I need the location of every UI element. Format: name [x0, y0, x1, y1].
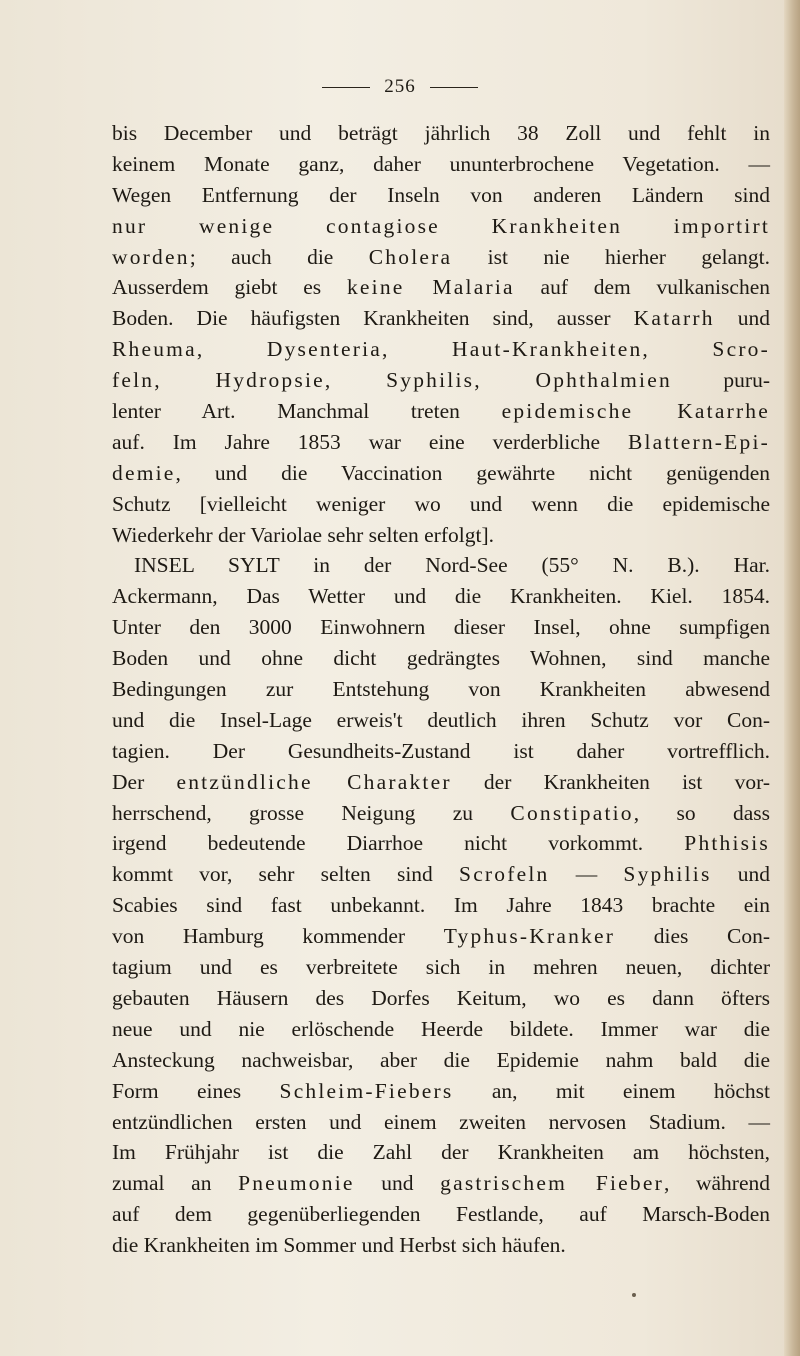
text-line [112, 520, 770, 551]
text-line [112, 427, 770, 458]
text-line [112, 1168, 770, 1199]
text-run: , so dass [633, 800, 770, 825]
spaced-term: Typhus-Kranker [443, 924, 616, 949]
page-header [0, 76, 800, 98]
text-run: Wegen Entfernung der Inseln von anderen Ländern sind [112, 182, 770, 207]
text-run: Ausserdem giebt es [112, 275, 347, 300]
spaced-term: nur wenige contagiose Krankheiten importirt [112, 213, 770, 238]
text-line [112, 458, 770, 489]
text-line [112, 550, 770, 581]
text-line [112, 334, 770, 365]
text-run: auf dem vulkanischen [514, 275, 770, 300]
text-run: Boden und ohne dicht gedrängtes Wohnen, sind manche [112, 646, 770, 671]
text-run: herrschend, grosse Neigung zu [112, 800, 511, 825]
spaced-term: entzündliche Charakter [176, 769, 452, 794]
text-line [112, 303, 770, 334]
spaced-term: Cholera [368, 244, 453, 269]
text-run: lenter Art. Manchmal treten [112, 399, 502, 424]
text-line [112, 828, 770, 859]
text-line [112, 1199, 770, 1230]
text-run: keinem Monate ganz, daher ununterbrochene Vegetation. — [112, 151, 770, 176]
header-rule-right [430, 87, 478, 88]
text-run: Boden. Die häufigsten Krankheiten sind, ausser [112, 306, 634, 331]
text-line [112, 489, 770, 520]
text-run: Ansteckung nachweisbar, aber die Epidemie nahm bald die [112, 1047, 770, 1072]
text-line [112, 180, 770, 211]
spaced-term: Constipatio [510, 800, 634, 825]
text-line [112, 983, 770, 1014]
text-line [112, 272, 770, 303]
text-run: — [549, 862, 624, 887]
text-line [112, 581, 770, 612]
ink-speck [632, 1293, 636, 1297]
spaced-term: Schleim-Fiebers [279, 1078, 454, 1103]
text-line [112, 890, 770, 921]
text-line [112, 1045, 770, 1076]
text-run: der Krankheiten ist vor- [451, 769, 770, 794]
text-run: dies Con- [615, 924, 770, 949]
text-run: und die Insel-Lage erweis't deutlich ihren Schutz vor Con- [112, 707, 770, 732]
text-line [112, 859, 770, 890]
text-line [112, 118, 770, 149]
text-run: entzündlichen ersten und einem zweiten nervosen Stadium. — [112, 1109, 770, 1134]
page-edge [784, 0, 800, 1356]
text-run: Bedingungen zur Entstehung von Krankheiten abwesend [112, 677, 770, 702]
spaced-term: Syphilis [623, 862, 712, 887]
text-line [112, 952, 770, 983]
text-run: neue und nie erlöschende Heerde bildete. Immer war die [112, 1016, 770, 1041]
text-run: Form eines [112, 1078, 280, 1103]
spaced-term: gastrischem Fieber [440, 1171, 664, 1196]
text-line [112, 149, 770, 180]
text-run: Im Frühjahr ist die Zahl der Krankheiten am höchsten, [112, 1140, 770, 1165]
text-run: und [714, 306, 770, 331]
text-line [112, 767, 770, 798]
text-run: ist nie hierher gelangt. [452, 244, 771, 269]
text-line [112, 612, 770, 643]
text-run: tagien. Der Gesundheits-Zustand ist daher vortrefflich. [112, 738, 770, 763]
text-line [112, 705, 770, 736]
text-run: die Krankheiten im Sommer und Herbst sich häufen. [112, 1233, 566, 1258]
spaced-term: Rheuma, Dysenteria, Haut-Krankheiten, Scro- [112, 337, 770, 362]
text-line [112, 1076, 770, 1107]
spaced-term: Pneumonie [238, 1171, 355, 1196]
page-number: 256 [384, 76, 416, 97]
text-line [112, 798, 770, 829]
spaced-term: keine Malaria [346, 275, 515, 300]
text-run: und [354, 1171, 441, 1196]
text-run: INSEL SYLT in der Nord-See (55° N. B.). Har. [134, 553, 770, 578]
text-run: Ackermann, Das Wetter und die Krankheiten. Kiel. 1854. [112, 584, 770, 609]
spaced-term: feln, Hydropsie, Syphilis, Ophthalmien [112, 368, 672, 393]
text-run: Scabies sind fast unbekannt. Im Jahre 1843 brachte ein [112, 893, 770, 918]
spaced-term: Katarrh [633, 306, 715, 331]
text-line [112, 921, 770, 952]
text-line [112, 1137, 770, 1168]
spaced-term: demie [112, 460, 176, 485]
text-line [112, 1230, 770, 1261]
text-run: Der [112, 769, 177, 794]
text-line [112, 1014, 770, 1045]
text-line [112, 1107, 770, 1138]
text-run: , während [663, 1171, 770, 1196]
text-run: gebauten Häusern des Dorfes Keitum, wo es dann öfters [112, 985, 770, 1010]
text-line [112, 643, 770, 674]
text-run: auf. Im Jahre 1853 war eine verderbliche [112, 429, 628, 454]
text-run: ; auch die [189, 244, 369, 269]
text-run: an, mit einem höchst [453, 1078, 770, 1103]
text-run: Schutz [vielleicht weniger wo und wenn die epidemische [112, 491, 770, 516]
text-line [112, 242, 770, 273]
spaced-term: Blattern-Epi- [627, 429, 770, 454]
text-run: Unter den 3000 Einwohnern dieser Insel, ohne sumpfigen [112, 615, 770, 640]
text-run: von Hamburg kommender [112, 924, 444, 949]
spaced-term: Phthisis [684, 831, 770, 856]
spaced-term: epidemische Katarrhe [501, 399, 770, 424]
text-run: zumal an [112, 1171, 239, 1196]
body-text [112, 118, 770, 1261]
text-line [112, 396, 770, 427]
text-line [112, 736, 770, 767]
text-run: puru- [671, 368, 770, 393]
text-line [112, 211, 770, 242]
text-run: tagium und es verbreitete sich in mehren neuen, dichter [112, 955, 770, 980]
text-line [112, 674, 770, 705]
spaced-term: worden [112, 244, 190, 269]
text-run: irgend bedeutende Diarrhoe nicht vorkommt. [112, 831, 685, 856]
text-run: bis December und beträgt jährlich 38 Zoll und fehlt in [112, 121, 770, 145]
spaced-term: Scrofeln [459, 862, 550, 887]
text-run: auf dem gegenüberliegenden Festlande, auf Marsch-Boden [112, 1202, 770, 1227]
text-run: , und die Vaccination gewährte nicht genügenden [175, 460, 770, 485]
text-run: kommt vor, sehr selten sind [112, 862, 460, 887]
header-rule-left [322, 87, 370, 88]
text-run: und [711, 862, 771, 887]
text-run: Wiederkehr der Variolae sehr selten erfolgt]. [112, 522, 494, 547]
text-line [112, 365, 770, 396]
